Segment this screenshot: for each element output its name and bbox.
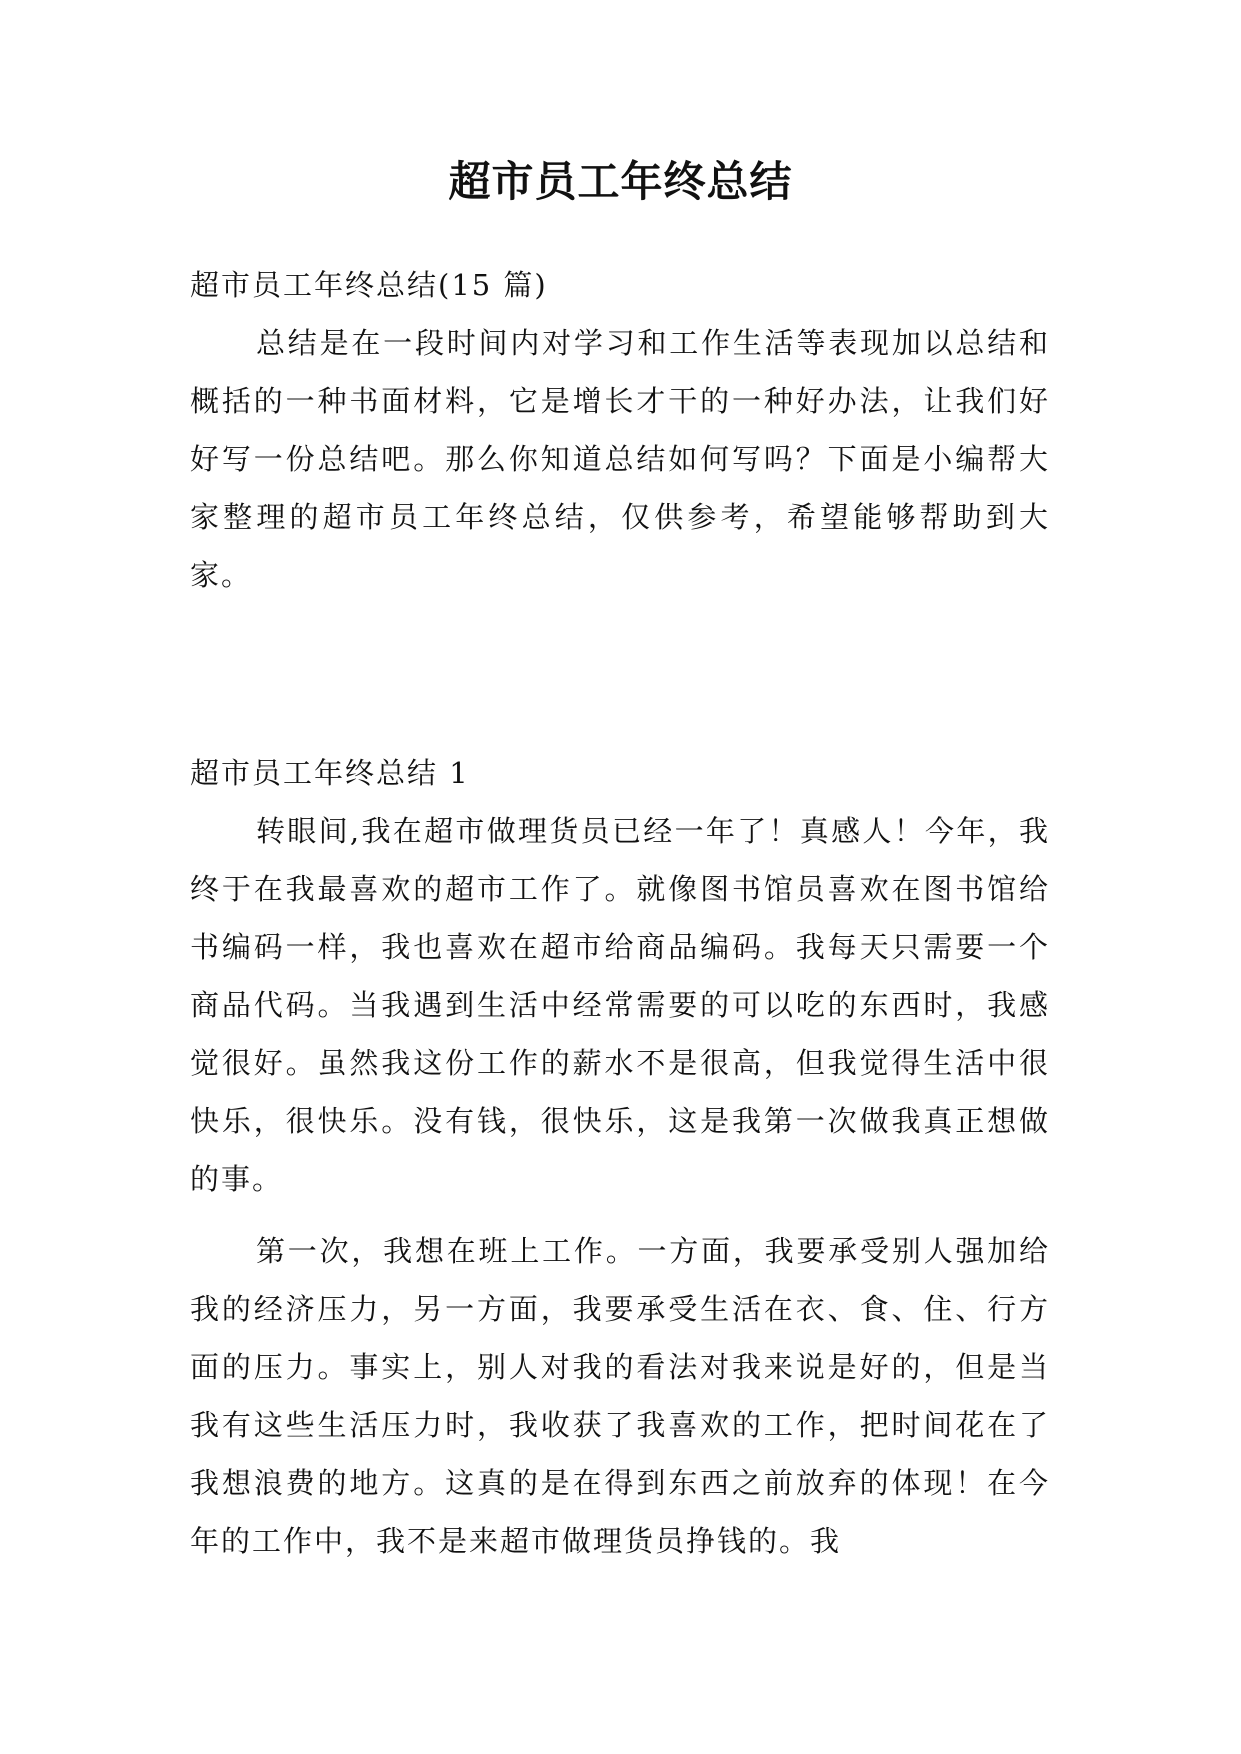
intro-section [190, 256, 1050, 604]
intro-paragraph: 总结是在一段时间内对学习和工作生活等表现加以总结和概括的一种书面材料，它是增长才干的一种好办法，让我们好好写一份总结吧。那么你知道总结如何写吗？下面是小编帮大家整理的超市员工年终总结，仅供参考，希望能够帮助到大家。 [190, 326, 1050, 592]
page-title: 超市员工年终总结 [448, 157, 793, 206]
document-subtitle: 超市员工年终总结(15 篇) [190, 268, 548, 302]
body-paragraph: 第一次，我想在班上工作。一方面，我要承受别人强加给我的经济压力，另一方面，我要承受生活在衣、食、住、行方面的压力。事实上，别人对我的看法对我来说是好的，但是当我有这些生活压力时，我收获了我喜欢的工作，把时间花在了我想浪费的地方。这真的是在得到东西之前放弃的体现！在今年的工作中，我不是来超市做理货员挣钱的。我 [190, 1234, 1050, 1558]
section-heading: 超市员工年终总结 1 [190, 756, 470, 790]
section-1 [190, 744, 1050, 1570]
body-paragraph: 转眼间,我在超市做理货员已经一年了！真感人！今年，我终于在我最喜欢的超市工作了。就像图书馆员喜欢在图书馆给书编码一样，我也喜欢在超市给商品编码。我每天只需要一个商品代码。当我遇到生活中经常需要的可以吃的东西时，我感觉很好。虽然我这份工作的薪水不是很高，但我觉得生活中很快乐，很快乐。没有钱，很快乐，这是我第一次做我真正想做的事。 [190, 814, 1050, 1196]
